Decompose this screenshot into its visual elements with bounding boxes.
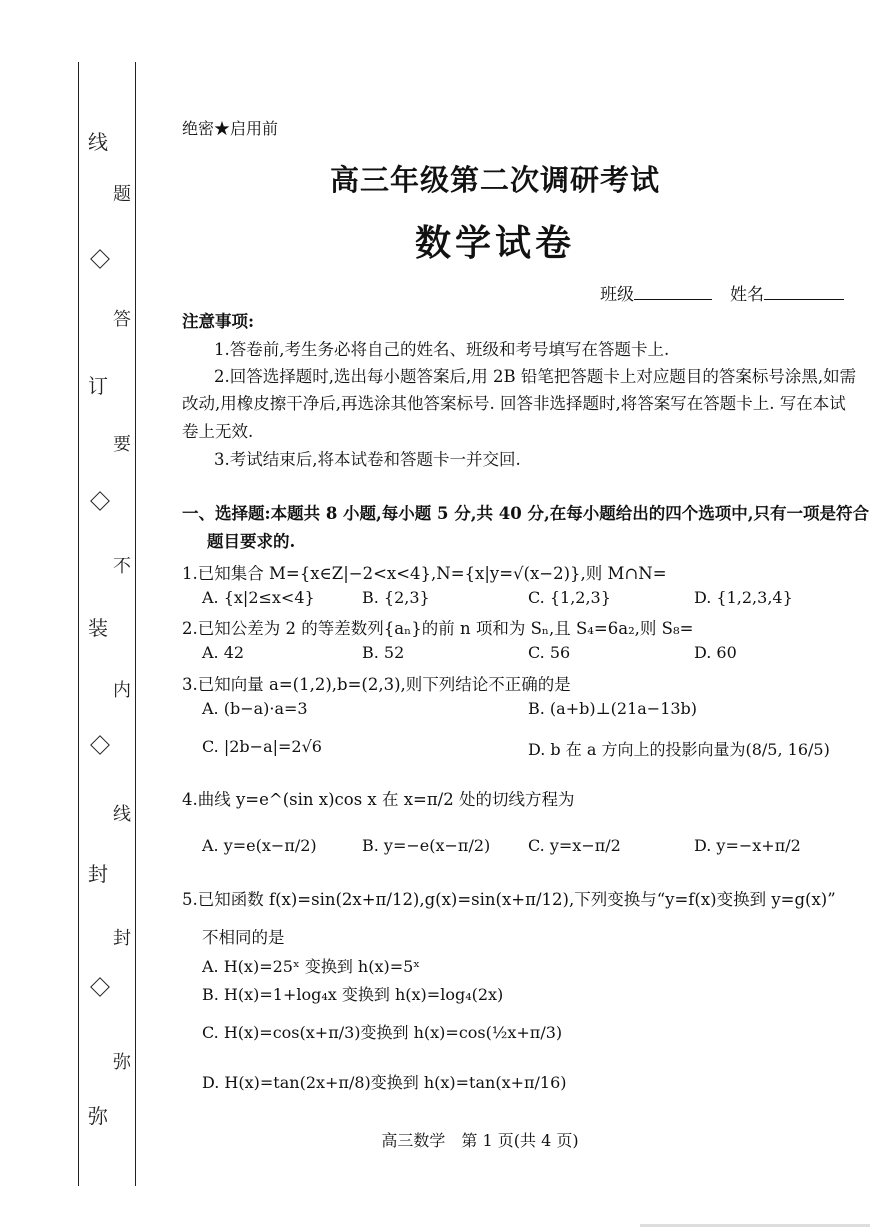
question-3-option-d: D. b 在 a 方向上的投影向量为(8/5, 16/5) [528, 740, 830, 759]
margin-char: 题 [113, 184, 131, 205]
class-blank[interactable] [634, 283, 712, 300]
question-1-option-a: A. {x|2≤x<4} [202, 588, 315, 607]
margin-diamond [90, 977, 110, 997]
question-5-option-b: B. H(x)=1+log₄x 变换到 h(x)=log₄(2x) [202, 985, 504, 1004]
question-2-option-c: C. 56 [528, 643, 571, 662]
margin-char: 不 [113, 556, 131, 577]
margin-char: 线 [113, 804, 131, 825]
question-1-option-d: D. {1,2,3,4} [694, 588, 793, 607]
notice-item-2-end: 卷上无效. [182, 422, 254, 441]
question-4-option-d: D. y=−x+π/2 [694, 836, 801, 855]
scan-edge [640, 1224, 870, 1227]
binding-line-outer [78, 62, 79, 1186]
notice-heading: 注意事项: [182, 312, 255, 331]
margin-diamond [90, 491, 110, 511]
margin-char: 装 [88, 616, 108, 640]
margin-char: 内 [113, 680, 131, 701]
section-heading-cont: 题目要求的. [207, 532, 296, 551]
question-2-option-b: B. 52 [362, 643, 405, 662]
question-1-option-b: B. {2,3} [362, 588, 430, 607]
class-label: 班级 [600, 285, 634, 305]
exam-subject: 数学试卷 [414, 222, 575, 264]
question-2-option-d: D. 60 [694, 643, 737, 662]
margin-char: 弥 [88, 1104, 108, 1128]
notice-item-1: 1.答卷前,考生务必将自己的姓名、班级和考号填写在答题卡上. [214, 340, 670, 359]
notice-item-2-cont: 改动,用橡皮擦干净后,再选涂其他答案标号. 回答非选择题时,将答案写在答题卡上. 写在本试 [182, 394, 846, 413]
question-1-stem: 1.已知集合 M={x∈Z|−2<x<4},N={x|y=√(x−2)},则 M∩N= [182, 564, 667, 583]
section-heading: 一、选择题:本题共 8 小题,每小题 5 分,共 40 分,在每小题给出的四个选项中,只有一项是符合 [182, 504, 869, 523]
margin-char: 订 [88, 374, 108, 398]
margin-char: 答 [113, 309, 131, 330]
question-5-option-c: C. H(x)=cos(x+π/3)变换到 h(x)=cos(½x+π/3) [202, 1023, 563, 1042]
question-2-option-a: A. 42 [202, 643, 245, 662]
page-footer: 高三数学 第 1 页(共 4 页) [381, 1131, 579, 1150]
question-4-stem: 4.曲线 y=e^(sin x)cos x 在 x=π/2 处的切线方程为 [182, 790, 575, 809]
question-5-option-d: D. H(x)=tan(2x+π/8)变换到 h(x)=tan(x+π/16) [202, 1073, 567, 1092]
margin-char: 要 [113, 434, 131, 455]
confidential-mark: 绝密★启用前 [182, 119, 279, 138]
notice-item-2: 2.回答选择题时,选出每小题答案后,用 2B 铅笔把答题卡上对应题目的答案标号涂黑,如需 [214, 367, 857, 386]
question-3-option-a: A. (b−a)·a=3 [202, 699, 308, 718]
name-blank[interactable] [764, 283, 844, 300]
margin-char: 封 [113, 928, 131, 949]
question-3-stem: 3.已知向量 a=(1,2),b=(2,3),则下列结论不正确的是 [182, 675, 571, 694]
question-4-option-a: A. y=e(x−π/2) [202, 836, 317, 855]
margin-char: 线 [88, 130, 108, 154]
notice-item-3: 3.考试结束后,将本试卷和答题卡一并交回. [214, 450, 521, 469]
binding-line-inner [135, 62, 136, 1186]
question-4-option-c: C. y=x−π/2 [528, 836, 621, 855]
question-5-option-a: A. H(x)=25ˣ 变换到 h(x)=5ˣ [202, 957, 421, 976]
margin-diamond [90, 249, 110, 269]
margin-char: 弥 [113, 1052, 131, 1073]
question-3-option-b: B. (a+b)⊥(21a−13b) [528, 699, 698, 718]
question-4-option-b: B. y=−e(x−π/2) [362, 836, 491, 855]
question-1-option-c: C. {1,2,3} [528, 588, 611, 607]
question-2-stem: 2.已知公差为 2 的等差数列{aₙ}的前 n 项和为 Sₙ,且 S₄=6a₂,则 S₈= [182, 619, 694, 638]
student-info-line [600, 280, 844, 305]
margin-char: 封 [88, 862, 108, 886]
question-5-stem-cont: 不相同的是 [202, 928, 285, 947]
question-3-option-c: C. |2b−a|=2√6 [202, 737, 322, 756]
margin-diamond [90, 735, 110, 755]
name-label: 姓名 [730, 285, 764, 305]
question-5-stem: 5.已知函数 f(x)=sin(2x+π/12),g(x)=sin(x+π/12),下列变换与“y=f(x)变换到 y=g(x)” [182, 890, 836, 909]
exam-title: 高三年级第二次调研考试 [329, 163, 660, 197]
